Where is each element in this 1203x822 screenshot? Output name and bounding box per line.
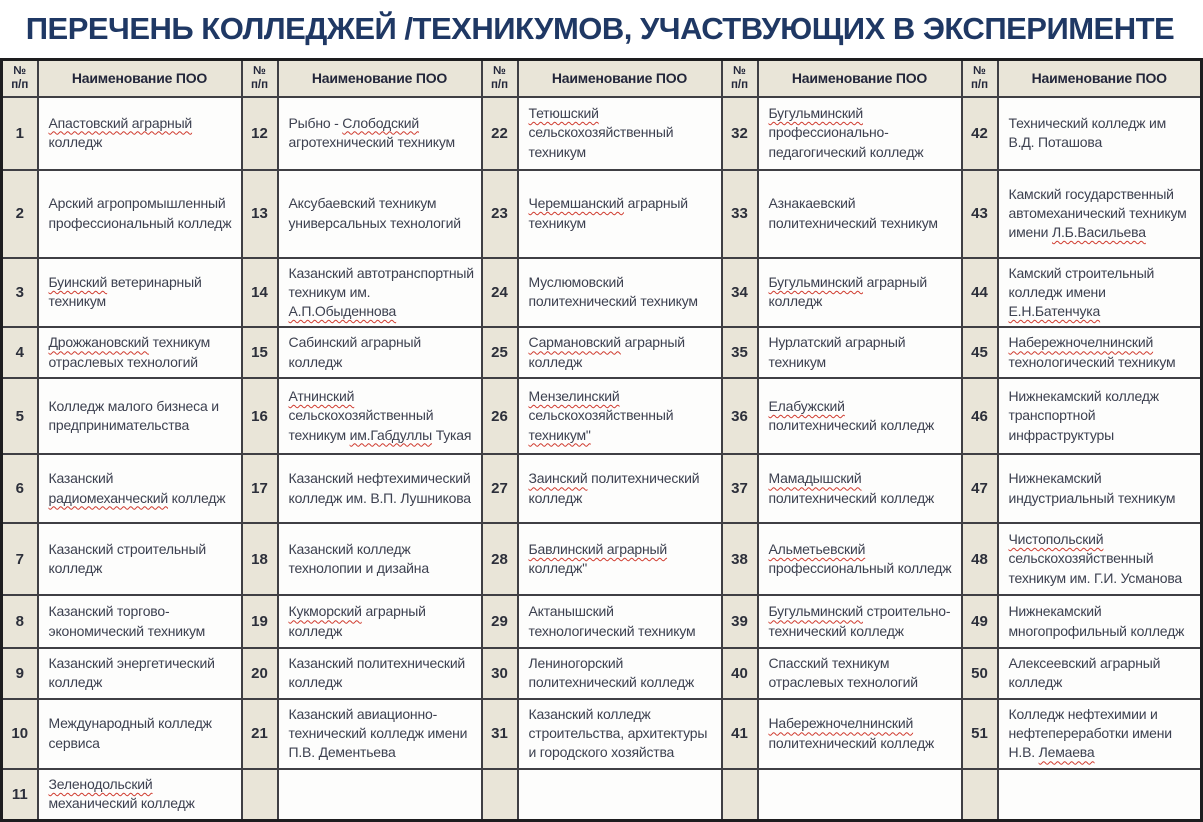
- table-cell-name: Колледж малого бизнеса и предпринимательства: [38, 378, 242, 454]
- misspelled-text: Дрожжановский: [48, 334, 149, 351]
- table-cell-name: Буинский ветеринарный техникум: [38, 258, 242, 328]
- table-cell-name: Дрожжановский техникум отраслевых технологий: [38, 327, 242, 378]
- table-cell-name: Казанский политехнический колледж: [278, 648, 482, 699]
- table-cell-num: 16: [242, 378, 278, 454]
- table-cell-num: 19: [242, 595, 278, 648]
- table-cell-name: Лениногорский политехнический колледж: [518, 648, 722, 699]
- table-cell-num: 48: [962, 523, 998, 595]
- table-cell-name: Альметьевский профессиональный колледж: [758, 523, 962, 595]
- misspelled-text: Черемшанский: [528, 195, 624, 212]
- table-cell-name: Тетюшский сельскохозяйственный техникум: [518, 97, 722, 170]
- table-cell-name: Актанышский технологический техникум: [518, 595, 722, 648]
- table-cell-name: Казанский энергетический колледж: [38, 648, 242, 699]
- table-cell-num: 13: [242, 170, 278, 258]
- table-cell-num: 22: [482, 97, 518, 170]
- table-cell-num: 10: [2, 699, 38, 769]
- table-cell-name: Заинский политехнический колледж: [518, 454, 722, 523]
- table-cell-num: 4: [2, 327, 38, 378]
- misspelled-text: Бугульминский: [768, 603, 863, 620]
- misspelled-text: Кукморский: [288, 603, 362, 620]
- table-cell-num: 11: [2, 769, 38, 821]
- table-cell-name: Бавлинский аграрный колледж": [518, 523, 722, 595]
- misspelled-text: Заинский: [528, 470, 588, 487]
- misspelled-text: Мамадышский: [768, 470, 862, 487]
- table-row: [2, 523, 1202, 595]
- table-body: [2, 97, 1202, 821]
- page-title: ПЕРЕЧЕНЬ КОЛЛЕДЖЕЙ /ТЕХНИКУМОВ, УЧАСТВУЮЩИХ В ЭКСПЕРИМЕНТЕ: [25, 11, 1175, 46]
- table-cell-num: 50: [962, 648, 998, 699]
- table-cell-num: [482, 769, 518, 821]
- table-cell-name: Мамадышский политехнический колледж: [758, 454, 962, 523]
- table-cell-name: Зеленодольский механический колледж: [38, 769, 242, 821]
- table-cell-name: Алексеевский аграрный колледж: [998, 648, 1202, 699]
- table-cell-num: 12: [242, 97, 278, 170]
- table-cell-name: Муслюмовский политехнический техникум: [518, 258, 722, 328]
- table-row: [2, 378, 1202, 454]
- table-cell-num: 26: [482, 378, 518, 454]
- table-cell-num: 30: [482, 648, 518, 699]
- misspelled-text: А.П.Обыденнова: [288, 303, 397, 320]
- table-cell-num: 41: [722, 699, 758, 769]
- table-cell-num: 3: [2, 258, 38, 328]
- table-cell-name: Мензелинский сельскохозяйственный техникум": [518, 378, 722, 454]
- table-cell-name: Нурлатский аграрный техникум: [758, 327, 962, 378]
- table-cell-name: Чистопольский сельскохозяйственный техникум им. Г.И. Усманова: [998, 523, 1202, 595]
- table-cell-num: 29: [482, 595, 518, 648]
- misspelled-text: Апастовский аграрный: [48, 114, 193, 131]
- misspelled-text: радиомеханческий: [48, 489, 168, 506]
- misspelled-text: Мензелинский: [528, 388, 620, 405]
- misspelled-text: Набережночелнинский: [768, 715, 914, 732]
- table-cell-name: Нижнекамский индустриальный техникум: [998, 454, 1202, 523]
- column-header-name: Наименование ПОО: [278, 60, 482, 97]
- table-cell-name: [518, 769, 722, 821]
- table-cell-name: Казанский колледж строительства, архитектуры и городского хозяйства: [518, 699, 722, 769]
- table-cell-num: 14: [242, 258, 278, 328]
- table-cell-name: Набережночелнинский технологический техникум: [998, 327, 1202, 378]
- table-cell-num: 38: [722, 523, 758, 595]
- table-cell-num: 42: [962, 97, 998, 170]
- colleges-table: [0, 58, 1203, 822]
- table-cell-num: 43: [962, 170, 998, 258]
- table-cell-name: Набережночелнинский политехнический колледж: [758, 699, 962, 769]
- misspelled-text: Бугульминский: [768, 274, 863, 291]
- table-cell-num: 15: [242, 327, 278, 378]
- table-row: [2, 648, 1202, 699]
- table-cell-name: Казанский авиационно-технический колледж имени П.В. Дементьева: [278, 699, 482, 769]
- column-header-name: Наименование ПОО: [998, 60, 1202, 97]
- misspelled-text: им.Габдуллы: [349, 426, 432, 443]
- table-cell-name: Технический колледж им В.Д. Поташова: [998, 97, 1202, 170]
- table-cell-num: 34: [722, 258, 758, 328]
- misspelled-text: Елабужский: [768, 397, 845, 414]
- table-cell-num: 51: [962, 699, 998, 769]
- table-cell-num: 17: [242, 454, 278, 523]
- misspelled-text: Слободский: [342, 114, 419, 131]
- table-cell-name: [998, 769, 1202, 821]
- misspelled-text: Бугульминский: [768, 105, 863, 122]
- misspelled-text: Сармановский: [528, 334, 621, 351]
- table-row: [2, 258, 1202, 328]
- misspelled-text: Набережночелнинский: [1008, 334, 1154, 351]
- table-cell-num: 40: [722, 648, 758, 699]
- table-cell-num: 25: [482, 327, 518, 378]
- table-cell-num: 49: [962, 595, 998, 648]
- table-cell-num: 36: [722, 378, 758, 454]
- table-cell-num: 46: [962, 378, 998, 454]
- table-cell-name: Апастовский аграрный колледж: [38, 97, 242, 170]
- table-cell-name: Нижнекамский колледж транспортной инфраструктуры: [998, 378, 1202, 454]
- misspelled-text: Тетюшский: [528, 105, 599, 122]
- table-cell-name: Черемшанский аграрный техникум: [518, 170, 722, 258]
- table-row: [2, 595, 1202, 648]
- table-cell-name: Сармановский аграрный колледж: [518, 327, 722, 378]
- table-cell-name: Бугульминский аграрный колледж: [758, 258, 962, 328]
- table-cell-num: [962, 769, 998, 821]
- table-cell-name: Сабинский аграрный колледж: [278, 327, 482, 378]
- table-cell-name: Камский государственный автомеханический техникум имени Л.Б.Васильева: [998, 170, 1202, 258]
- table-row: [2, 170, 1202, 258]
- table-row: [2, 97, 1202, 170]
- table-cell-name: [758, 769, 962, 821]
- misspelled-text: Бавлинский аграрный: [528, 540, 668, 557]
- table-cell-num: 35: [722, 327, 758, 378]
- column-header-name: Наименование ПОО: [38, 60, 242, 97]
- table-cell-num: 31: [482, 699, 518, 769]
- table-cell-num: 32: [722, 97, 758, 170]
- table-cell-name: Азнакаевский политехнический техникум: [758, 170, 962, 258]
- table-cell-name: Арский агропромышленный профессиональный колледж: [38, 170, 242, 258]
- table-cell-name: Елабужский политехнический колледж: [758, 378, 962, 454]
- table-cell-name: Казанский торгово-экономический техникум: [38, 595, 242, 648]
- column-header-num: № п/п: [722, 60, 758, 97]
- table-cell-name: Камский строительный колледж имени Е.Н.Батенчука: [998, 258, 1202, 328]
- table-cell-num: 2: [2, 170, 38, 258]
- column-header-num: № п/п: [482, 60, 518, 97]
- column-header-num: № п/п: [2, 60, 38, 97]
- misspelled-text: Л.Б.Васильева: [1051, 224, 1146, 241]
- misspelled-text: Буинский: [48, 274, 108, 291]
- table-cell-num: 8: [2, 595, 38, 648]
- column-header-name: Наименование ПОО: [758, 60, 962, 97]
- table-cell-name: Казанский нефтехимический колледж им. В.П. Лушникова: [278, 454, 482, 523]
- table-cell-name: Казанский радиомеханческий колледж: [38, 454, 242, 523]
- table-cell-name: Бугульминский строительно-технический колледж: [758, 595, 962, 648]
- table-row: [2, 699, 1202, 769]
- misspelled-text: Атнинский: [288, 388, 355, 405]
- table-cell-num: 44: [962, 258, 998, 328]
- table-cell-num: 1: [2, 97, 38, 170]
- table-cell-num: 33: [722, 170, 758, 258]
- column-header-num: № п/п: [962, 60, 998, 97]
- table-header: [2, 60, 1202, 97]
- misspelled-text: Е.Н.Батенчука: [1008, 303, 1101, 320]
- table-cell-name: Нижнекамский многопрофильный колледж: [998, 595, 1202, 648]
- table-cell-num: 5: [2, 378, 38, 454]
- table-cell-num: 9: [2, 648, 38, 699]
- table-cell-name: Бугульминский профессионально-педагогический колледж: [758, 97, 962, 170]
- column-header-num: № п/п: [242, 60, 278, 97]
- table-cell-name: Колледж нефтехимии и нефтепереработки имени Н.В. Лемаева: [998, 699, 1202, 769]
- table-row: [2, 454, 1202, 523]
- table-cell-name: Международный колледж сервиса: [38, 699, 242, 769]
- table-cell-num: 37: [722, 454, 758, 523]
- table-cell-num: 20: [242, 648, 278, 699]
- table-cell-num: 45: [962, 327, 998, 378]
- table-cell-num: 39: [722, 595, 758, 648]
- table-cell-name: Аксубаевский техникум универсальных технологий: [278, 170, 482, 258]
- table-cell-name: [278, 769, 482, 821]
- misspelled-text: техникум": [528, 426, 591, 443]
- table-cell-name: Спасский техникум отраслевых технологий: [758, 648, 962, 699]
- table-cell-num: 6: [2, 454, 38, 523]
- table-cell-num: 7: [2, 523, 38, 595]
- table-cell-num: 27: [482, 454, 518, 523]
- column-header-name: Наименование ПОО: [518, 60, 722, 97]
- table-cell-num: 23: [482, 170, 518, 258]
- table-cell-num: 24: [482, 258, 518, 328]
- table-cell-name: Рыбно - Слободский агротехнический техникум: [278, 97, 482, 170]
- misspelled-text: Альметьевский: [768, 540, 866, 557]
- table-row: [2, 769, 1202, 821]
- table-cell-num: [722, 769, 758, 821]
- table-cell-name: Казанский автотранспортный техникум им. А.П.Обыденнова: [278, 258, 482, 328]
- misspelled-text: Чистопольский: [1008, 531, 1104, 548]
- misspelled-text: Зеленодольский: [48, 776, 153, 793]
- table-cell-name: Казанский колледж технолопии и дизайна: [278, 523, 482, 595]
- table-row: [2, 327, 1202, 378]
- table-cell-name: Атнинский сельскохозяйственный техникум им.Габдуллы Тукая: [278, 378, 482, 454]
- table-cell-num: 21: [242, 699, 278, 769]
- table-cell-num: 18: [242, 523, 278, 595]
- table-cell-num: 28: [482, 523, 518, 595]
- table-cell-name: Казанский строительный колледж: [38, 523, 242, 595]
- table-cell-name: Кукморский аграрный колледж: [278, 595, 482, 648]
- misspelled-text: Лемаева: [1038, 744, 1095, 761]
- table-cell-num: [242, 769, 278, 821]
- table-cell-num: 47: [962, 454, 998, 523]
